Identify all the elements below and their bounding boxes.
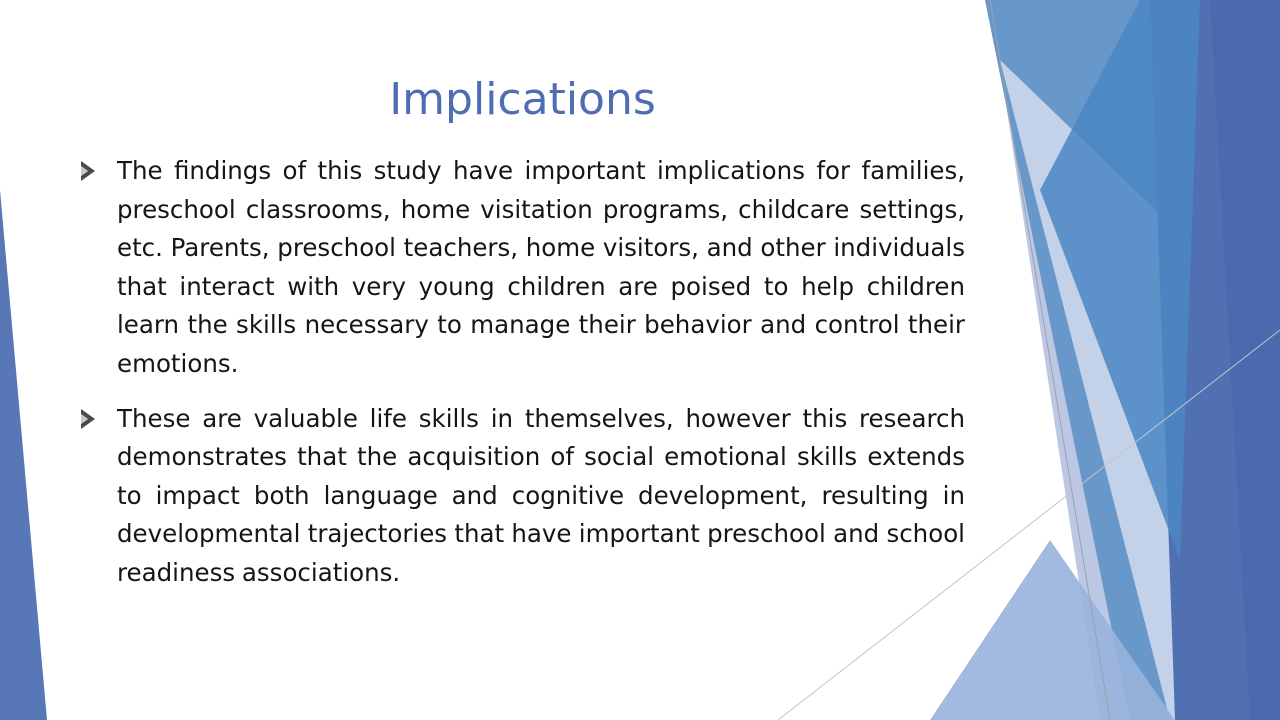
bullet-item: [80, 152, 965, 384]
slide-title: Implications: [389, 74, 656, 125]
arrowhead-bullet-icon: [81, 409, 97, 429]
bullet-list: [80, 152, 965, 609]
arrowhead-bullet-icon: [81, 161, 97, 181]
bullet-text: The findings of this study have important implications for families, preschool classrooms, home visitation programs, childcare settings, etc. Parents, preschool teachers, home visitors, and other individuals that interact with very young children are poised to help children learn the skills necessary to manage their behavior and control their emotions.: [117, 156, 965, 378]
bullet-item: [80, 400, 965, 593]
bullet-text: These are valuable life skills in themselves, however this research demonstrates that the acquisition of social emotional skills extends to impact both language and cognitive development, resulting in developmental trajectories that have important preschool and school readiness associations.: [117, 403, 965, 587]
left-accent-shape: [0, 190, 47, 720]
